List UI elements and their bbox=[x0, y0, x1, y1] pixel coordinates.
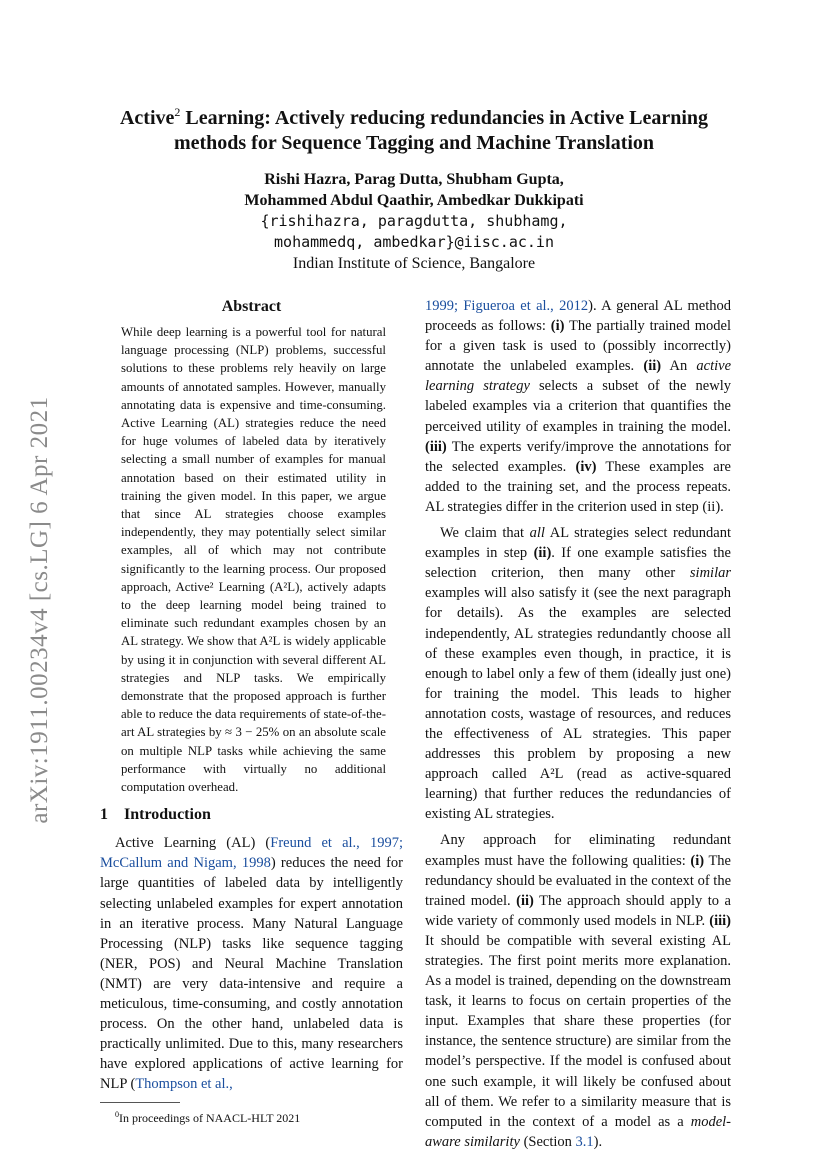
step-text-iii: The experts verify/improve the annotations for the selected examples. bbox=[425, 438, 731, 475]
author-block bbox=[100, 169, 728, 274]
intro-p3-text-a: Any approach for eliminating redundant examples must have the following qualities: bbox=[425, 832, 731, 869]
intro-p2-emphasis-all: all bbox=[529, 525, 545, 542]
abstract-heading: Abstract bbox=[221, 298, 282, 315]
intro-p3-text-d: It should be compatible with several existing AL strategies. The first point merits more explanation. As a model is trained, depending on the downstream task, it learns to focus on certain properties of the input. Examples that share these properties (for instance, the sentence structure) are similar from the model’s perspective. If the model is confused about one such example, it will likely be confused about all of them. We refer to a similarity measure that is computed in the context of a model as a bbox=[425, 932, 731, 1130]
citation-link-thompson[interactable]: Thompson et al., bbox=[135, 1076, 233, 1093]
intro-p2-text-a: We claim that bbox=[440, 525, 530, 542]
intro-p1-text-b: ) reduces the need for large quantities of labeled data by intelligently selecting unlabeled examples for expert annotation in an iterative process. Many Natural Language Processing (NLP) tasks like sequence tagging (NER, POS) and Neural Machine Translation (NMT) are very data-intensive and require a meticulous, time-consuming, and costly annotation process. On the other hand, unlabeled data is practically unlimited. Due to this, many researchers have explored applications of active learning for NLP ( bbox=[100, 855, 403, 1093]
arxiv-identifier-text: arXiv:1911.00234v4 [cs.LG] 6 Apr 2021 bbox=[26, 396, 53, 824]
intro-p2-text-d: examples will also satisfy it (see the next paragraph for details). As the examples are selected independently, AL strategies redundantly choose all of these examples even though, in practice, it is enough to label only a few of them (ideally just one) for training the model. This leads to higher annotation costs, wastage of resources, and reduces the effectiveness of AL strategies. This paper addresses this problem by proposing a new approach called A²L (read as active-squared learning) that further reduces the redundancies of existing AL strategies. bbox=[425, 585, 731, 823]
footnote bbox=[100, 1107, 403, 1126]
intro-p1-text-c: ). A general AL method proceeds as follows: bbox=[425, 298, 731, 335]
section-number: 1 bbox=[100, 806, 108, 824]
step-text-i: The partially trained model for a given task is used to (possibly incorrectly) annotate the unlabeled examples. bbox=[425, 318, 731, 375]
intro-p2-text-c: . If one example satisfies the selection criterion, then many other bbox=[425, 545, 731, 582]
footnote-rule bbox=[100, 1102, 180, 1103]
step-label-iv: (iv) bbox=[575, 458, 597, 475]
intro-paragraph-3 bbox=[425, 830, 731, 1152]
intro-p3-text-c: The approach should apply to a wide variety of commonly used models in NLP. bbox=[425, 892, 731, 929]
intro-p2-step-label: (ii) bbox=[533, 545, 552, 562]
step-text-ii-a: An bbox=[661, 358, 697, 375]
intro-p3-text-f: ). bbox=[593, 1133, 603, 1150]
intro-p3-text-b: The redundancy should be evaluated in the context of the trained model. bbox=[425, 852, 732, 909]
intro-p2-emphasis-similar: similar bbox=[689, 565, 731, 582]
intro-p3-text-e: (Section bbox=[519, 1133, 576, 1150]
intro-p2-text-b: AL strategies select redundant examples in step bbox=[425, 525, 731, 562]
author-names-line-2: Mohammed Abdul Qaathir, Ambedkar Dukkipati bbox=[244, 192, 584, 209]
step-label-i: (i) bbox=[550, 318, 565, 335]
footnote-mark: 0 bbox=[115, 1109, 119, 1119]
step-label-iii: (iii) bbox=[425, 438, 447, 455]
paper-title bbox=[100, 106, 728, 156]
section-reference-link[interactable]: 3.1 bbox=[575, 1133, 594, 1150]
author-emails-line-2: mohammedq, ambedkar}@iisc.ac.in bbox=[274, 233, 554, 251]
quality-label-i: (i) bbox=[690, 852, 705, 869]
intro-p1-text-a: Active Learning (AL) ( bbox=[115, 835, 271, 852]
intro-paragraph-1-continued bbox=[425, 296, 731, 517]
title-superscript: 2 bbox=[174, 105, 181, 119]
left-column bbox=[100, 296, 403, 1126]
quality-label-iii: (iii) bbox=[709, 912, 731, 929]
title-line-2: methods for Sequence Tagging and Machine Translation bbox=[173, 132, 655, 154]
step-label-ii: (ii) bbox=[643, 358, 662, 375]
intro-paragraph-2 bbox=[425, 523, 731, 824]
right-column bbox=[425, 296, 731, 1152]
section-title: Introduction bbox=[124, 806, 211, 824]
intro-p3-emphasis: model-aware similarity bbox=[425, 1113, 731, 1150]
author-affiliation: Indian Institute of Science, Bangalore bbox=[292, 255, 536, 272]
author-names-line-1: Rishi Hazra, Parag Dutta, Shubham Gupta, bbox=[264, 171, 564, 188]
step-text-iv: These examples are added to the training set, and the process repeats. AL strategies differ in the criterion used in step (ii). bbox=[425, 458, 731, 515]
abstract-text: While deep learning is a powerful tool for natural language processing (NLP) problems, successful solutions to these problems rely heavily on large amounts of annotated samples. However, manually annotating data is expensive and time-consuming. Active Learning (AL) strategies reduce the need for huge volumes of labeled data by iteratively selecting a small number of examples for manual annotation based on their estimated utility in training the given model. In this paper, we argue that since AL strategies choose examples independently, they may potentially select similar examples, all of which may not contribute significantly to the learning process. Our proposed approach, Active² Learning (A²L), actively adapts to the deep learning model being trained to eliminate such redundant examples chosen by an AL strategy. We show that A²L is widely applicable by using it in conjunction with several different AL strategies and NLP tasks. We empirically demonstrate that the proposed approach is further able to reduce the data requirements of state-of-the-art AL strategies by ≈ 3 − 25% on an absolute scale on multiple NLP tasks while achieving the same performance with virtually no additional computation overhead. bbox=[121, 325, 386, 795]
intro-paragraph-1 bbox=[100, 833, 403, 1094]
author-emails-line-1: {rishihazra, paragdutta, shubhamg, bbox=[260, 212, 568, 230]
arxiv-identifier bbox=[10, 370, 70, 850]
step-text-ii-emphasis: active learning strategy bbox=[425, 358, 732, 395]
title-part-2: Learning: Actively reducing redundancies in Active Learning bbox=[180, 107, 709, 129]
section-heading-introduction bbox=[100, 804, 403, 825]
citation-link-freund-mccallum[interactable]: Freund et al., 1997; McCallum and Nigam, 1998 bbox=[100, 835, 403, 872]
citation-link-thompson-figueroa[interactable]: 1999; Figueroa et al., 2012 bbox=[425, 298, 589, 314]
footnote-text: In proceedings of NAACL-HLT 2021 bbox=[119, 1110, 301, 1125]
quality-label-ii: (ii) bbox=[516, 892, 534, 909]
title-part-1: Active bbox=[119, 107, 175, 129]
step-text-ii-b: selects a subset of the newly labeled examples via a criterion that quantifies the perceived utility of examples in training the model. bbox=[425, 378, 731, 435]
